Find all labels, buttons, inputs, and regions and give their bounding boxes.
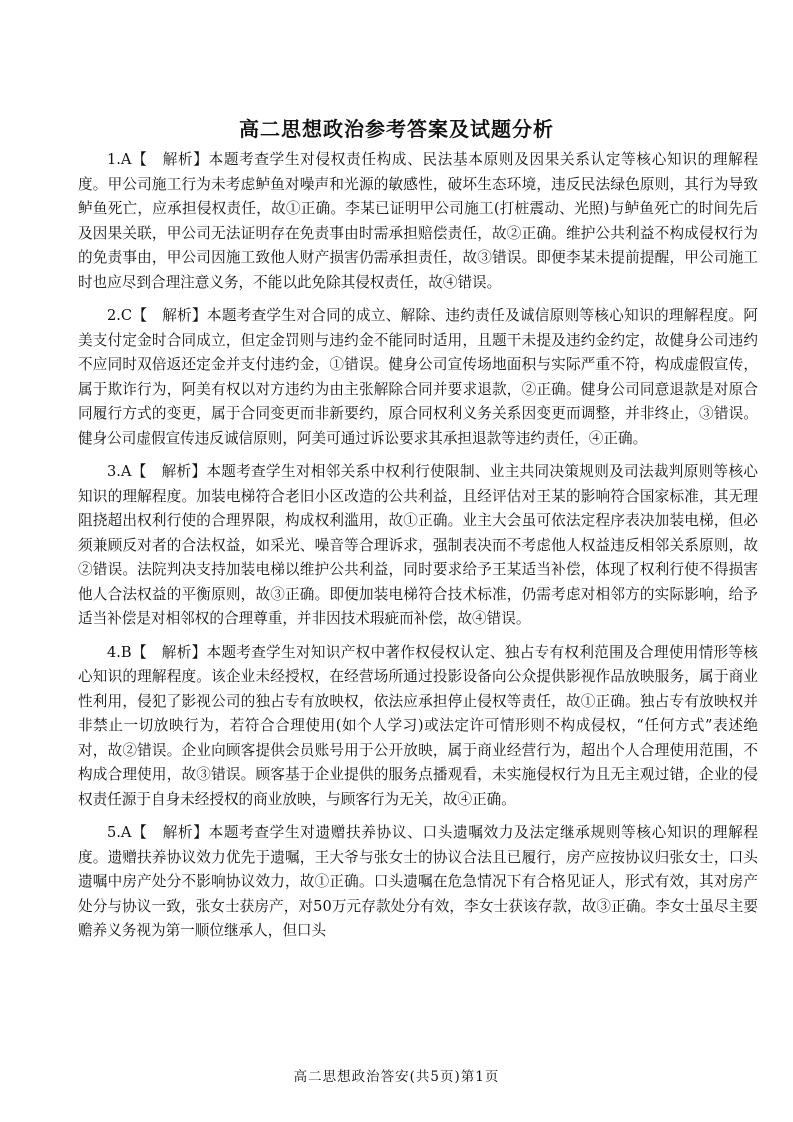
question-5-label: 5.A【 解析】 bbox=[107, 824, 209, 841]
question-1-label: 1.A【 解析】 bbox=[107, 151, 209, 168]
question-2-analysis bbox=[78, 304, 758, 451]
question-2-label: 2.C【 解析】 bbox=[107, 307, 207, 324]
page-title: 高二思想政治参考答案及试题分析 bbox=[239, 117, 554, 141]
question-3-label: 3.A【 解析】 bbox=[107, 463, 207, 480]
question-1-text: 本题考查学生对侵权责任构成、民法基本原则及因果关系认定等核心知识的理解程度。甲公司施工行为未考虑鲈鱼对噪声和光源的敏感性，破坏生态环境，违反民法绿色原则，其行为导致鲈鱼死亡，应承担侵权责任，故①正确。李某已证明甲公司施工(打桩震动、光照)与鲈鱼死亡的时间先后及因果关联，甲公司无法证明存在免责事由时需承担赔偿责任，故②正确。维护公共利益不构成侵权行为的免责事由，甲公司因施工致他人财产损害仍需承担责任，故③错误。即便李某未提前提醒，甲公司施工时也应尽到合理注意义务，不能以此免除其侵权责任，故④错误。 bbox=[78, 151, 758, 291]
question-3-text: 本题考查学生对相邻关系中权利行使限制、业主共同决策规则及司法裁判原则等核心知识的理解程度。加装电梯符合老旧小区改造的公共利益，且经评估对王某的影响符合国家标准，其无理阻挠超出权利行使的合理界限，构成权利滥用，故①正确。业主大会虽可依法定程序表决加装电梯，但必须兼顾反对者的合法权益，如采光、噪音等合理诉求，强制表决而不考虑他人权益违反相邻关系原则，故②错误。法院判决支持加装电梯以维护公共利益，同时要求给予王某适当补偿，体现了权利行使不得损害他人合法权益的平衡原则，故③正确。即便加装电梯符合技术标准，仍需考虑对相邻方的实际影响，给予适当补偿是对相邻权的合理尊重，并非因技术瑕疵而补偿，故④错误。 bbox=[78, 463, 758, 627]
answer-content bbox=[78, 148, 758, 953]
question-4-analysis bbox=[78, 641, 758, 813]
page-footer: 高二思想政治答安(共5页)第1页 bbox=[293, 1069, 500, 1085]
question-1-analysis bbox=[78, 148, 758, 295]
question-4-label: 4.B【 解析】 bbox=[107, 643, 207, 661]
question-4-text: 本题考查学生对知识产权中著作权侵权认定、独占专有权利范围及合理使用情形等核心知识的理解程度。该企业未经授权，在经营场所通过投影设备向公众提供影视作品放映服务，属于商业性利用，侵犯了影视公司的独占专有放映权，依法应承担停止侵权等责任，故①正确。独占专有放映权并非禁止一切放映行为，若符合合理使用(如个人学习)或法定许可情形则不构成侵权，“任何方式”表述绝对，故②错误。企业向顾客提供会员账号用于公开放映，属于商业经营行为，超出个人合理使用范围，不构成合理使用，故③错误。顾客基于企业提供的服务点播观看，未实施侵权行为且无主观过错，企业的侵权责任源于自身未经授权的商业放映，与顾客行为无关，故④正确。 bbox=[78, 643, 759, 808]
question-5-text: 本题考查学生对遗赠扶养协议、口头遗嘱效力及法定继承规则等核心知识的理解程度。遗赠扶养协议效力优先于遗嘱，王大爷与张女士的协议合法且已履行，房产应按协议归张女士，口头遗嘱中房产处分不影响协议效力，故①正确。口头遗嘱在危急情况下有合格见证人，形式有效，其对房产处分与协议一致，张女士获房产，对50万元存款处分有效，李女士获该存款，故③正确。李女士虽尽主要赡养义务视为第一顺位继承人，但口头 bbox=[78, 824, 758, 939]
question-3-analysis bbox=[78, 460, 758, 632]
question-5-analysis bbox=[78, 821, 758, 944]
question-2-text: 本题考查学生对合同的成立、解除、违约责任及诚信原则等核心知识的理解程度。阿美支付定金时合同成立，但定金罚则与违约金不能同时适用，且题干未提及违约金约定，故健身公司违约不应同时双倍返还定金并支付违约金，①错误。健身公司宣传场地面积与实际严重不符，构成虚假宣传，属于欺诈行为，阿美有权以对方违约为由主张解除合同并要求退款，②正确。健身公司同意退款是对原合同履行方式的变更，属于合同变更而非新要约，原合同权利义务关系因变更而调整，并非终止，③错误。健身公司虚假宣传违反诚信原则，阿美可通过诉讼要求其承担退款等违约责任，④正确。 bbox=[78, 307, 758, 447]
